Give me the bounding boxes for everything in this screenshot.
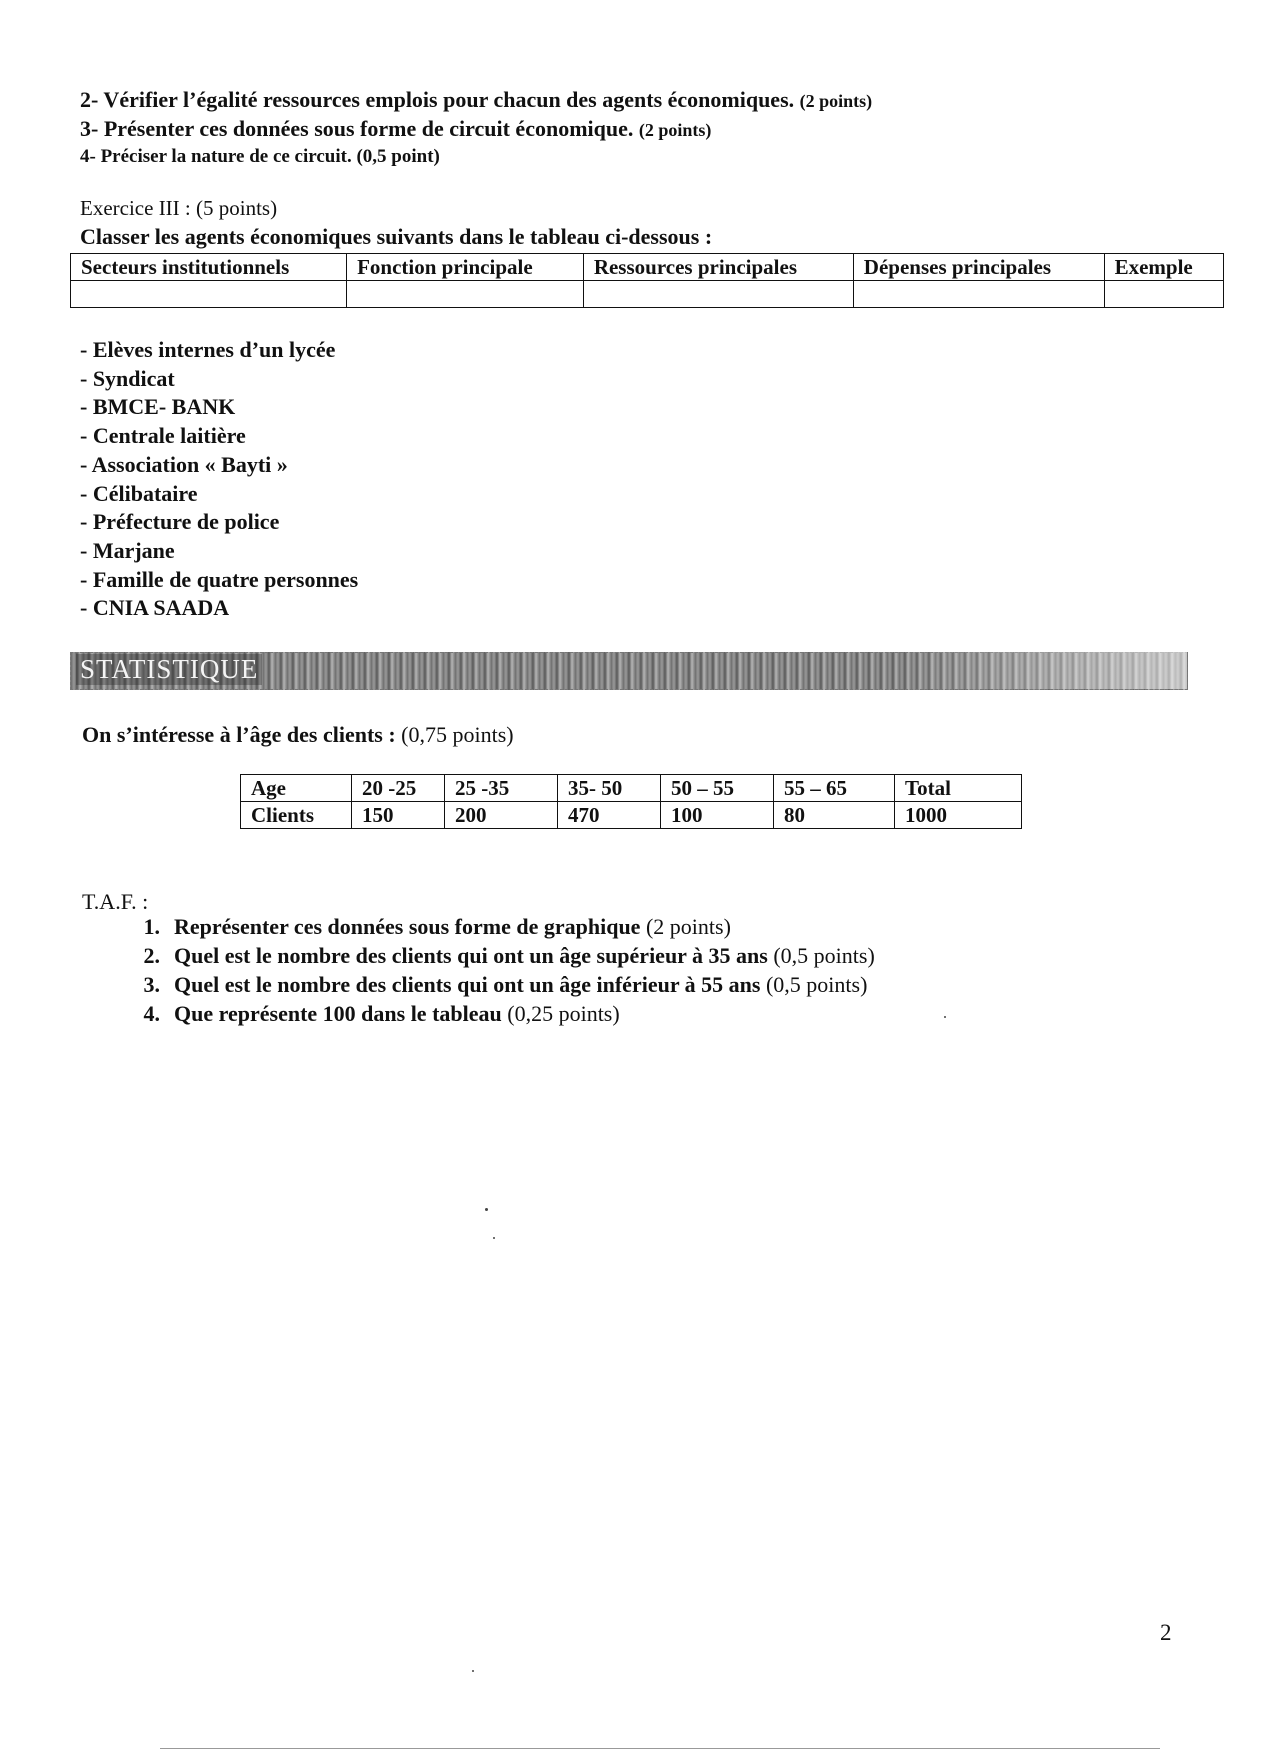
- question-4-points: (0,5 point): [356, 146, 440, 167]
- scan-edge-line: [160, 1748, 1160, 1749]
- empty-cell: [1104, 281, 1223, 308]
- question-2: [80, 86, 872, 115]
- list-item: - Elèves internes d’un lycée: [80, 337, 336, 362]
- empty-cell: [853, 281, 1104, 308]
- empty-cell: [583, 281, 853, 308]
- list-item: - Syndicat: [80, 365, 175, 391]
- exercise-3-instruction: Classer les agents économiques suivants dans le tableau ci-dessous :: [80, 224, 713, 249]
- list-item: [82, 912, 875, 941]
- list-item: - Centrale laitière: [80, 423, 246, 449]
- age-cell: 55 – 65: [774, 775, 895, 802]
- scan-speck: [472, 1670, 474, 1672]
- taf-label: T.A.F. :: [82, 889, 149, 914]
- question-2-points: (2 points): [799, 91, 873, 111]
- header-fonction: Fonction principale: [347, 254, 584, 281]
- exercise-3-heading: [80, 194, 277, 222]
- question-3-text: 3- Présenter ces données sous forme de circuit économique.: [80, 116, 634, 141]
- list-item: - Association « Bayti »: [80, 451, 288, 477]
- task-text: Quel est le nombre des clients qui ont un âge supérieur à 35 ans: [174, 943, 768, 968]
- header-secteurs: Secteurs institutionnels: [71, 254, 347, 281]
- task-text: Que représente 100 dans le tableau: [174, 1001, 502, 1026]
- task-text: Quel est le nombre des clients qui ont un âge inférieur à 55 ans: [174, 972, 761, 997]
- clients-cell: 200: [445, 802, 558, 829]
- task-number: 2.: [143, 943, 160, 968]
- task-number: 3.: [143, 972, 160, 997]
- clients-cell: 100: [661, 802, 774, 829]
- question-4: [80, 143, 440, 171]
- age-row: [241, 775, 1022, 802]
- list-item: - BMCE- BANK: [80, 394, 236, 420]
- list-item: [82, 941, 875, 970]
- sectors-table-empty-row: [71, 281, 1224, 308]
- age-label: Age: [241, 775, 352, 802]
- task-number: 4.: [143, 1001, 160, 1026]
- task-points: (0,25 points): [507, 1001, 620, 1026]
- question-3-points: (2 points): [638, 120, 712, 140]
- header-depenses: Dépenses principales: [853, 254, 1104, 281]
- header-exemple: Exemple: [1104, 254, 1223, 281]
- age-cell: 35- 50: [558, 775, 661, 802]
- header-ressources: Ressources principales: [583, 254, 853, 281]
- statistique-intro-points: (0,75 points): [401, 722, 514, 747]
- statistique-banner-fade: [900, 652, 1187, 689]
- statistique-intro-text: On s’intéresse à l’âge des clients :: [82, 722, 396, 747]
- scan-speck: [485, 1208, 488, 1211]
- list-item: - CNIA SAADA: [80, 595, 230, 621]
- page-number: 2: [1160, 1620, 1172, 1645]
- clients-cell: 470: [558, 802, 661, 829]
- tasks-list: [82, 912, 875, 1028]
- empty-cell: [71, 281, 347, 308]
- exercise-3-points: (5 points): [196, 196, 278, 220]
- age-cell: 25 -35: [445, 775, 558, 802]
- sectors-table-header-row: [71, 254, 1224, 281]
- question-2-text: 2- Vérifier l’égalité ressources emplois pour chacun des agents économiques.: [80, 87, 795, 112]
- scan-speck: [493, 1237, 495, 1239]
- agents-list: [80, 336, 358, 623]
- age-cell: 20 -25: [352, 775, 445, 802]
- age-total: Total: [895, 775, 1022, 802]
- age-cell: 50 – 55: [661, 775, 774, 802]
- statistique-title: STATISTIQUE: [76, 654, 262, 685]
- age-table: [240, 774, 1022, 829]
- task-points: (0,5 points): [773, 943, 875, 968]
- list-item: - Famille de quatre personnes: [80, 566, 359, 592]
- clients-cell: 150: [352, 802, 445, 829]
- clients-row: [241, 802, 1022, 829]
- sectors-table: [70, 253, 1224, 308]
- list-item: [82, 999, 875, 1028]
- clients-label: Clients: [241, 802, 352, 829]
- clients-cell: 80: [774, 802, 895, 829]
- task-points: (2 points): [645, 914, 731, 939]
- empty-cell: [347, 281, 584, 308]
- clients-total: 1000: [895, 802, 1022, 829]
- task-points: (0,5 points): [765, 972, 868, 997]
- list-item: - Célibataire: [80, 480, 198, 506]
- exercise-3-label: Exercice III :: [80, 196, 191, 220]
- list-item: - Préfecture de police: [80, 509, 280, 535]
- question-3: [80, 115, 711, 144]
- task-text: Représenter ces données sous forme de graphique: [174, 914, 641, 939]
- list-item: - Marjane: [80, 537, 175, 563]
- statistique-intro: [82, 721, 514, 749]
- question-4-text: 4- Préciser la nature de ce circuit.: [80, 146, 352, 167]
- task-number: 1.: [143, 914, 160, 939]
- list-item: [82, 970, 875, 999]
- scan-speck: [944, 1016, 946, 1018]
